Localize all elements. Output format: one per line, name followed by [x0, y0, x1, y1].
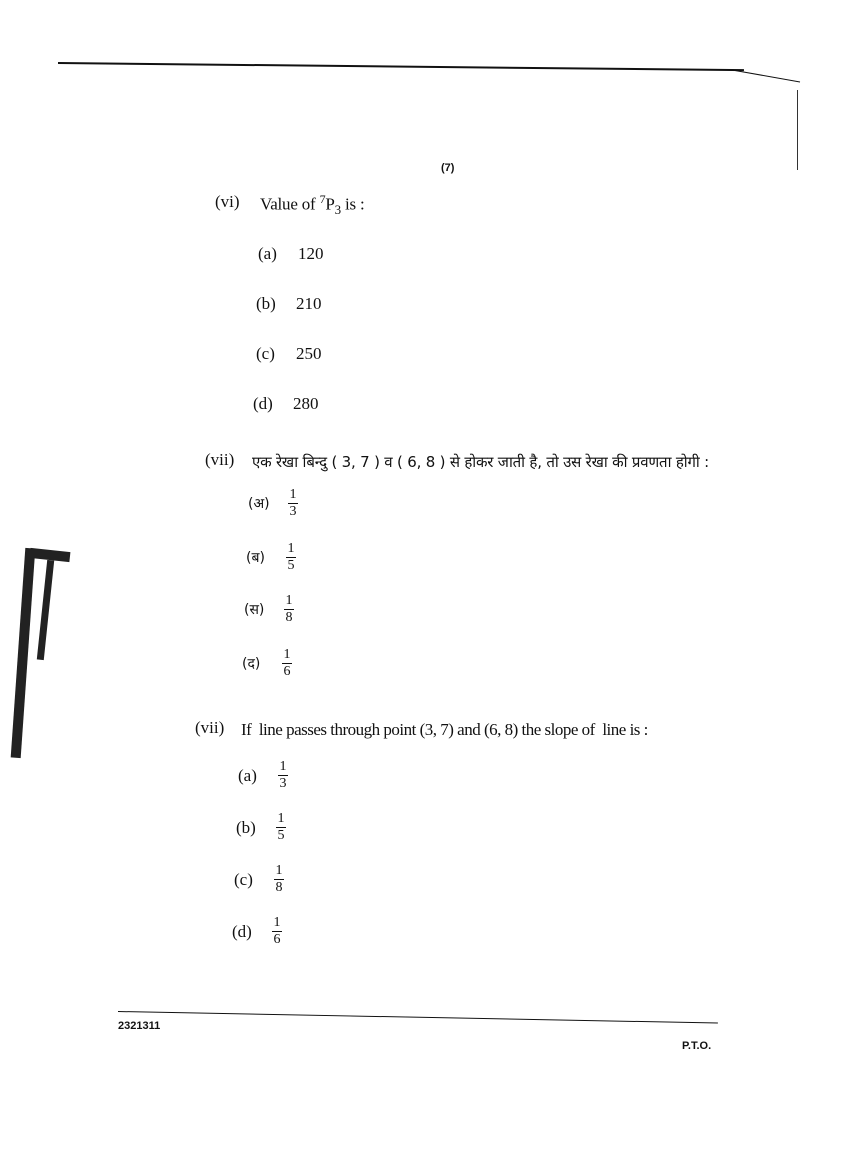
- stem-superscript: 7: [319, 192, 326, 206]
- top-rule: [58, 62, 744, 71]
- binding-mark-2: [37, 560, 54, 660]
- top-rule-fold: [735, 70, 800, 82]
- question-number: (vii): [205, 450, 235, 469]
- numerator: 1: [283, 647, 291, 662]
- denominator: 8: [275, 880, 283, 895]
- stem-prefix: Value of: [260, 194, 320, 214]
- option-label: (स): [244, 602, 265, 618]
- option-label: (अ): [248, 496, 270, 512]
- stem-base: P: [325, 194, 335, 214]
- option-value: 250: [296, 344, 322, 363]
- option-label: (d): [253, 394, 273, 413]
- binding-mark-3: [30, 548, 71, 562]
- option-value: 280: [293, 394, 319, 413]
- option-d-hindi: [242, 648, 292, 679]
- question-stem: [260, 192, 365, 218]
- fraction: [288, 488, 298, 519]
- option-label: (b): [236, 817, 256, 837]
- page-number: (7): [441, 162, 455, 174]
- denominator: 5: [277, 828, 285, 843]
- option-b-hindi: [246, 542, 296, 573]
- numerator: 1: [275, 863, 283, 878]
- right-edge-line: [797, 90, 798, 170]
- option-value: 120: [298, 244, 324, 263]
- denominator: 3: [289, 504, 297, 519]
- numerator: 1: [273, 915, 281, 930]
- option-label: (द): [242, 656, 261, 672]
- option-c: [256, 344, 322, 364]
- option-label: (a): [258, 244, 277, 263]
- option-a-english: [238, 760, 288, 791]
- question-stem-hindi: एक रेखा बिन्दु ( 3, 7 ) व ( 6, 8 ) से होकर जाती है, तो उस रेखा की प्रवणता होगी :: [252, 453, 710, 471]
- question-number: (vii): [195, 718, 225, 737]
- option-label: (d): [232, 921, 252, 941]
- option-b: [256, 294, 322, 314]
- question-number: (vi): [215, 192, 240, 211]
- fraction: [276, 812, 286, 843]
- binding-mark: [11, 548, 36, 758]
- question-stem-english: If line passes through point (3, 7) and (6, 8) the slope of line is :: [241, 720, 648, 739]
- option-c-english: [234, 864, 284, 895]
- option-label: (a): [238, 765, 257, 785]
- numerator: 1: [285, 593, 293, 608]
- fraction: [272, 916, 282, 947]
- numerator: 1: [277, 811, 285, 826]
- denominator: 5: [287, 558, 295, 573]
- denominator: 3: [279, 776, 287, 791]
- option-b-english: [236, 812, 286, 843]
- numerator: 1: [287, 541, 295, 556]
- stem-suffix: is :: [340, 194, 365, 214]
- option-label: (ब): [246, 550, 265, 566]
- fraction: [282, 648, 292, 679]
- option-label: (c): [234, 869, 253, 889]
- fraction: [274, 864, 284, 895]
- option-d: [253, 394, 319, 414]
- option-d-english: [232, 916, 282, 947]
- fraction: [278, 760, 288, 791]
- pto-label: P.T.O.: [682, 1040, 712, 1052]
- footer-rule: [118, 1011, 718, 1024]
- option-c-hindi: [244, 594, 294, 625]
- denominator: 8: [285, 610, 293, 625]
- option-value: 210: [296, 294, 322, 313]
- denominator: 6: [283, 664, 291, 679]
- fraction: [286, 542, 296, 573]
- numerator: 1: [289, 487, 297, 502]
- option-label: (b): [256, 294, 276, 313]
- stem-subscript: 3: [334, 202, 341, 218]
- fraction: [284, 594, 294, 625]
- option-a-hindi: [248, 488, 298, 519]
- denominator: 6: [273, 932, 281, 947]
- numerator: 1: [279, 759, 287, 774]
- paper-code: 2321311: [118, 1020, 161, 1032]
- option-a: [258, 244, 324, 264]
- option-label: (c): [256, 344, 275, 363]
